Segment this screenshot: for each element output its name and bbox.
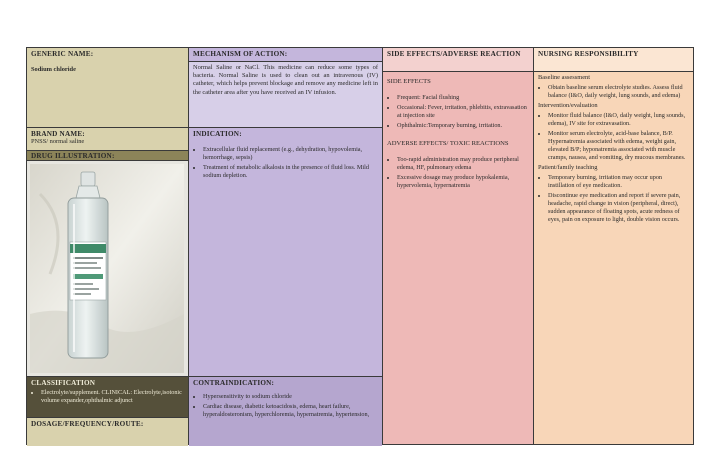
- side-effect-item: • Frequent: Facial flushing: [397, 94, 529, 102]
- brand-name-value: PNSS/ normal saline: [31, 138, 85, 146]
- column-nursing: [533, 48, 693, 444]
- drug-illustration-photo: [27, 161, 188, 377]
- side-effect-item: • Occasional: Fever, irritation, phlebitis, extravasation at injection site: [397, 104, 529, 120]
- intervention-list: [538, 112, 689, 162]
- side-effect-item: • Ophthalmic:Temporary burning, irritation.: [397, 122, 529, 130]
- side-effects-cell: [383, 72, 533, 444]
- adverse-effect-item: • Too-rapid administration may produce peripheral edema, HF, pulmonary edema: [397, 156, 529, 172]
- baseline-label: Baseline assessment: [538, 74, 591, 81]
- indication-cell: [189, 128, 382, 377]
- classification-header: CLASSIFICATION: [31, 379, 96, 387]
- baseline-list: [538, 84, 689, 100]
- indication-item: • Treatment of metabolic alkalosis in the presence of fluid loss. Mild sodium depletion.: [203, 164, 378, 180]
- nursing-cell: [534, 72, 693, 444]
- column-side-effects: [382, 48, 533, 444]
- contraindication-item: • Cardiac disease, diabetic ketoacidosis, edema, heart failure, hyperaldosteronism, hyperchloremia, hypernatremia, hypertension,: [203, 403, 378, 419]
- mechanism-header-cell: [189, 48, 382, 62]
- teaching-label: Patient/family teaching: [538, 163, 598, 171]
- saline-bottle-image: [30, 164, 184, 373]
- mechanism-header: MECHANISM OF ACTION:: [193, 50, 288, 58]
- side-effects-header-cell: [383, 48, 533, 72]
- nursing-header: NURSING RESPONSIBILITY: [538, 50, 639, 58]
- adverse-effect-item: • Excessive dosage may produce hypokalemia, hypervolemia, hypernatremia: [397, 174, 529, 190]
- mechanism-cell: [189, 62, 382, 128]
- teaching-item: • Discontinue eye medication and report if severe pain, headache, rapid change in vision (peripheral, direct), sudden appearance of floating spots, acute redness of eyes, pain on exposure to light, double vision occurs.: [548, 192, 689, 224]
- drug-illustration-header: DRUG ILLUSTRATION:: [31, 152, 115, 160]
- intervention-label: Intervention/evaluation: [538, 102, 598, 110]
- adverse-effects-title: ADVERSE EFFECTS/ TOXIC REACTIONS: [387, 139, 509, 147]
- column-mechanism: [188, 48, 382, 444]
- drug-illustration-cell: [27, 151, 188, 161]
- classification-list: [31, 389, 184, 405]
- side-effects-header: SIDE EFFECTS/ADVERSE REACTION: [387, 50, 521, 58]
- dosage-cell: [27, 418, 188, 446]
- side-effects-title: SIDE EFFECTS: [387, 78, 431, 85]
- indication-item: • Extracellular fluid replacement (e.g., dehydration, hypovolemia, hemorrhage, sepsis): [203, 146, 378, 162]
- nursing-header-cell: [534, 48, 693, 72]
- classification-cell: [27, 377, 188, 418]
- indication-header: INDICATION:: [193, 130, 242, 138]
- intervention-item: • Monitor fluid balance (I&O, daily weight, lung sounds, edema), IV site for extravasation.: [548, 112, 689, 128]
- generic-name-value: Sodium chloride: [31, 66, 76, 74]
- adverse-effects-list: [387, 156, 529, 190]
- generic-name-header: GENERIC NAME:: [31, 50, 94, 58]
- contraindication-item: • Hypersensitivity to sodium chloride: [203, 393, 378, 401]
- side-effects-list: [387, 94, 529, 130]
- contraindication-header: CONTRAINDICATION:: [193, 379, 275, 387]
- contraindication-list: [193, 393, 378, 419]
- brand-name-header: BRAND NAME:: [31, 130, 85, 138]
- teaching-list: [538, 174, 689, 224]
- drug-study-table: [26, 47, 694, 445]
- intervention-item: • Monitor serum electrolyte, acid-base balance, B/P. Hypernatremia associated with edema, weight gain, elevated B/P; hyponatremia associated with muscle cramps, nausea, and vomiting, dry mucous membranes.: [548, 130, 689, 162]
- column-generic: [27, 48, 188, 444]
- indication-list: [193, 146, 378, 180]
- classification-item: • Electrolyte/supplement. CLINICAL: Electrolyte,isotonic volume expander,ophthalmic adjunct: [41, 389, 184, 405]
- baseline-item: • Obtain baseline serum electrolyte studies. Assess fluid balance (I&O, daily weight, lung sounds, and edema): [548, 84, 689, 100]
- mechanism-text: Normal Saline or NaCl. This medicine can reduce some types of bacteria. Normal Saline is used to clean out an intravenous (IV) catheter, which helps prevent blockage and remove any medicine left in the catheter area after you have received an IV infusion.: [193, 64, 378, 96]
- dosage-header: DOSAGE/FREQUENCY/ROUTE:: [31, 420, 144, 428]
- teaching-item: • Temporary burning, irritation may occur upon instillation of eye medication.: [548, 174, 689, 190]
- brand-name-cell: [27, 128, 188, 151]
- contraindication-cell: [189, 377, 382, 446]
- generic-name-cell: [27, 48, 188, 128]
